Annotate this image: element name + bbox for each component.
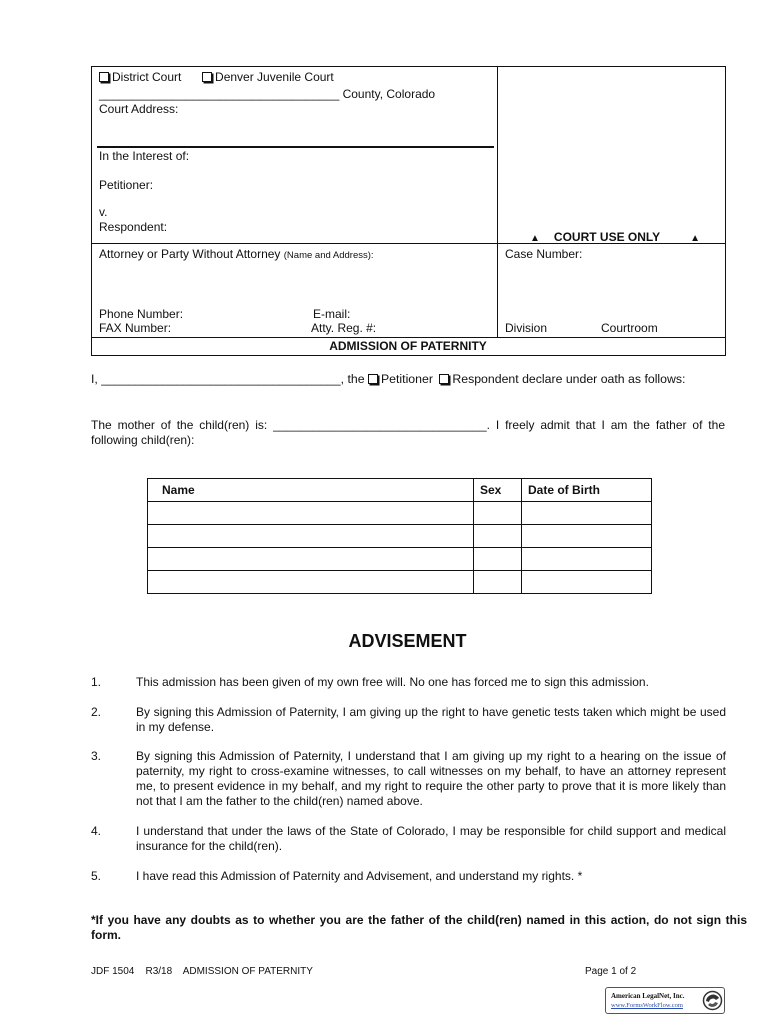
publisher-name: American LegalNet, Inc.	[611, 992, 685, 1000]
child-sex-cell[interactable]	[474, 548, 522, 571]
child-name-cell[interactable]	[148, 571, 474, 594]
address-rule	[97, 146, 494, 148]
mother-statement: The mother of the child(ren) is: ________________________________. I freely admit that I am the father of the following child(ren):	[91, 418, 725, 447]
dob-column-header: Date of Birth	[522, 479, 652, 502]
caption-top-border	[91, 66, 726, 67]
doubt-warning: *If you have any doubts as to whether you are the father of the child(ren) named in this action, do not sign this form.	[91, 913, 747, 942]
child-name-cell[interactable]	[148, 548, 474, 571]
item-number: 2.	[91, 705, 102, 719]
child-sex-cell[interactable]	[474, 571, 522, 594]
advisement-item-5: I have read this Admission of Paternity and Advisement, and understand my rights. *	[136, 869, 583, 883]
district-court-checkbox[interactable]	[99, 72, 109, 82]
child-sex-cell[interactable]	[474, 502, 522, 525]
children-table	[147, 478, 652, 594]
phone-label: Phone Number:	[99, 307, 184, 321]
petitioner-checkbox[interactable]	[368, 374, 378, 384]
court-use-only-label: COURT USE ONLY	[553, 230, 661, 244]
globe-logo-icon	[702, 990, 723, 1011]
publisher-url[interactable]: www.FormsWorkFlow.com	[611, 1002, 683, 1009]
declarant-name-line[interactable]: I, ___________________________________, the	[91, 372, 365, 386]
respondent-checkbox[interactable]	[439, 374, 449, 384]
respondent-label: Respondent:	[99, 220, 168, 234]
county-line[interactable]: ____________________________________ County, Colorado	[99, 87, 436, 101]
table-row	[148, 525, 652, 548]
respondent-option-label: Respondent declare under oath as follows:	[452, 372, 686, 386]
child-name-cell[interactable]	[148, 525, 474, 548]
attorney-note: (Name and Address):	[283, 250, 374, 261]
form-title: ADMISSION OF PATERNITY	[329, 339, 487, 353]
atty-reg-label: Atty. Reg. #:	[311, 321, 377, 335]
email-label: E-mail:	[313, 307, 351, 321]
item-number: 4.	[91, 824, 102, 838]
denver-juvenile-court-checkbox[interactable]	[202, 72, 212, 82]
advisement-item-1: This admission has been given of my own free will. No one has forced me to sign this admission.	[136, 675, 649, 689]
caption-left-border	[91, 66, 92, 356]
child-dob-cell[interactable]	[522, 502, 652, 525]
item-number: 1.	[91, 675, 102, 689]
district-court-label: District Court	[112, 70, 182, 84]
division-label: Division	[505, 321, 548, 335]
table-row	[148, 571, 652, 594]
attorney-label: Attorney or Party Without Attorney	[99, 247, 281, 261]
page-number: Page 1 of 2	[585, 966, 637, 977]
name-column-header: Name	[148, 479, 474, 502]
petitioner-label: Petitioner:	[99, 178, 154, 192]
children-table-header	[148, 479, 652, 502]
advisement-heading: ADVISEMENT	[348, 631, 467, 651]
title-rule	[91, 337, 726, 338]
court-address-label: Court Address:	[99, 102, 179, 116]
courtroom-label: Courtroom	[601, 321, 658, 335]
form-id: JDF 1504 R3/18 ADMISSION OF PATERNITY	[91, 966, 313, 977]
caption-divider	[497, 66, 498, 338]
child-dob-cell[interactable]	[522, 571, 652, 594]
publisher-badge	[605, 987, 725, 1014]
interest-of-label: In the Interest of:	[99, 149, 190, 163]
sex-column-header: Sex	[474, 479, 522, 502]
item-number: 5.	[91, 869, 102, 883]
arrow-right-icon: ▲	[690, 233, 701, 244]
petitioner-option-label: Petitioner	[380, 372, 433, 386]
child-dob-cell[interactable]	[522, 525, 652, 548]
advisement-item-4: I understand that under the laws of the State of Colorado, I may be responsible for child support and medical insurance for the child(ren).	[136, 824, 726, 853]
declaration-line	[91, 372, 685, 386]
advisement-item-3: By signing this Admission of Paternity, I understand that I am giving up my right to a hearing on the issue of paternity, my right to cross-examine witnesses, to call witnesses on my behalf, to have an attorney represent me, to present evidence in my behalf, and my right to require the other party to prove that it is more likely than not that I am the father to the child(ren) named above.	[136, 749, 726, 808]
arrow-left-icon: ▲	[530, 233, 540, 244]
child-name-cell[interactable]	[148, 502, 474, 525]
table-row	[148, 502, 652, 525]
child-dob-cell[interactable]	[522, 548, 652, 571]
case-number-label: Case Number:	[505, 247, 583, 261]
fax-label: FAX Number:	[99, 321, 172, 335]
table-row	[148, 548, 652, 571]
child-sex-cell[interactable]	[474, 525, 522, 548]
caption-right-border	[725, 66, 726, 356]
versus-label: v.	[99, 205, 108, 219]
denver-juvenile-court-label: Denver Juvenile Court	[215, 70, 334, 84]
item-number: 3.	[91, 749, 102, 763]
caption-bottom-border	[91, 355, 726, 356]
advisement-item-2: By signing this Admission of Paternity, I am giving up the right to have genetic tests taken which might be used in my defense.	[136, 705, 726, 734]
